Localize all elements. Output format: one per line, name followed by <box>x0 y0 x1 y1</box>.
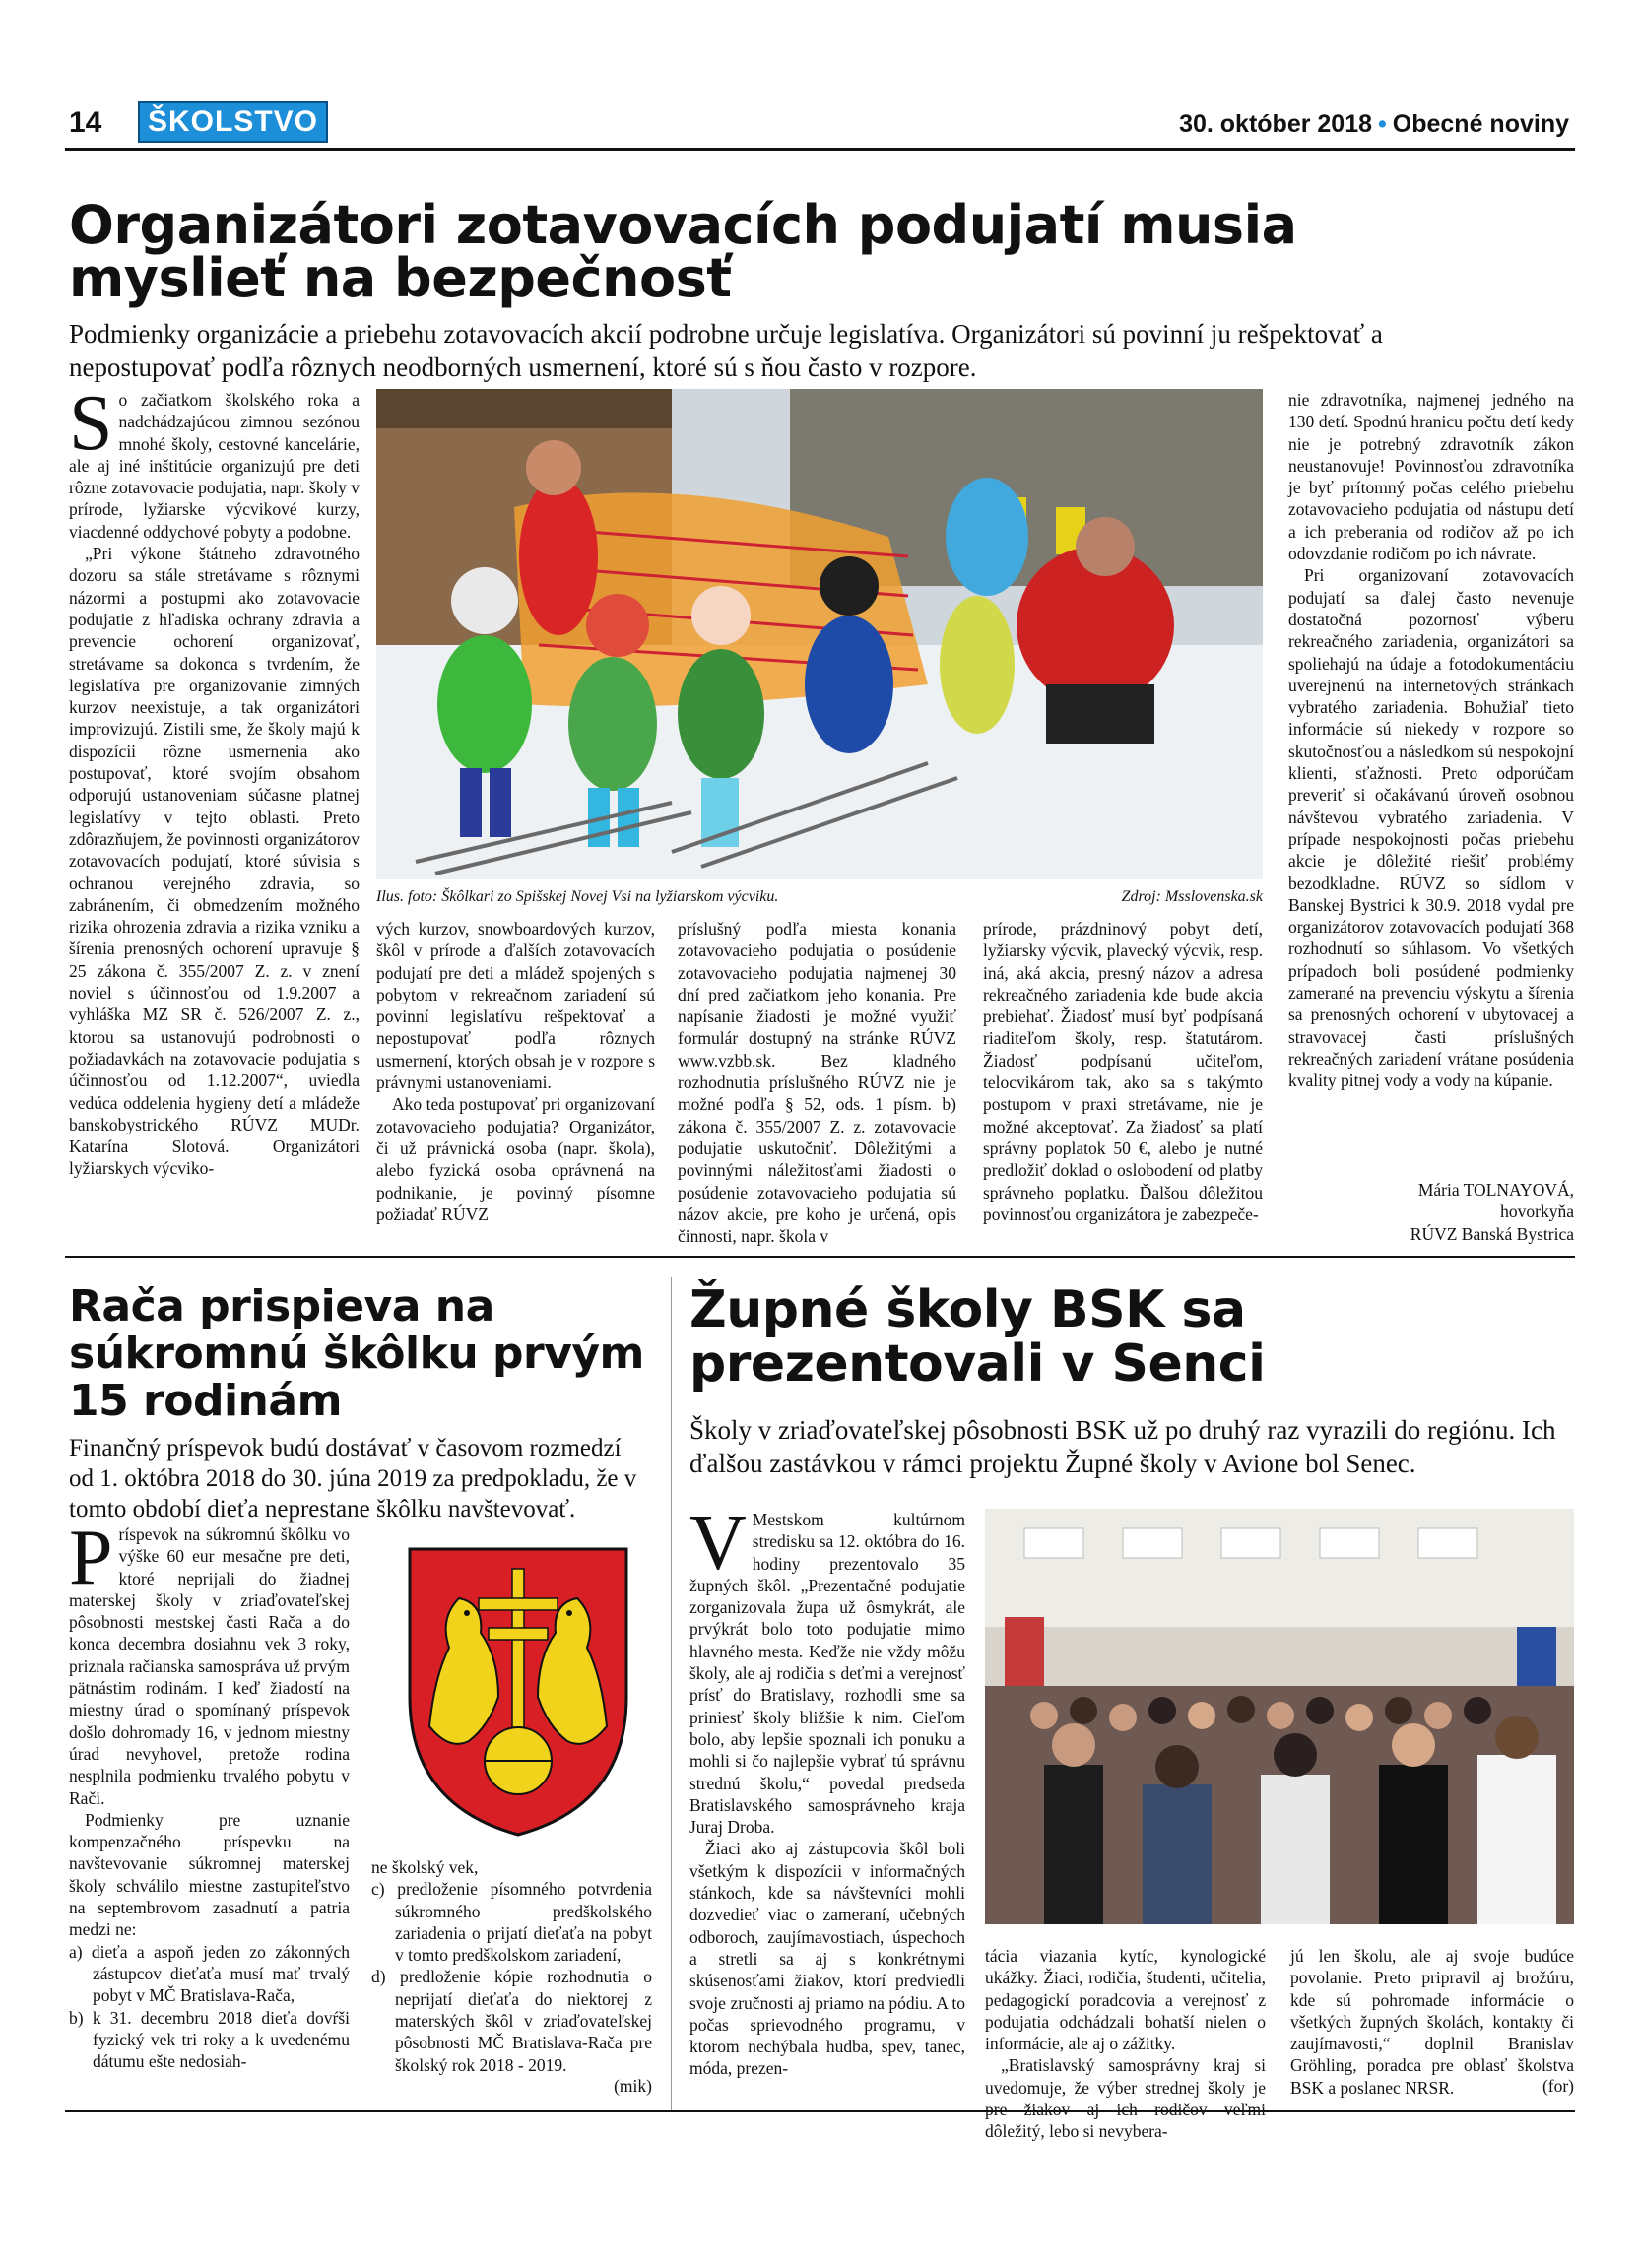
bullet-dot: • <box>1378 110 1387 138</box>
drop-cap: V <box>689 1500 747 1587</box>
article1-column-3 <box>678 918 956 1247</box>
article2-title: Rača prispieva na súkromnú škôlku prvým 15 rodinám <box>69 1281 644 1426</box>
article1-deck: Podmienky organizácie a priebehu zotavovacích akcií podrobne určuje legislatíva. Organizátori sú povinní ju rešpektovať a nepostupovať podľa rôznych neodborných usmernení, ktoré sú s ňou často v rozpore. <box>69 319 1383 382</box>
publication-name: Obecné noviny <box>1392 110 1569 138</box>
ski-training-photo <box>376 389 1263 879</box>
footer-rule <box>65 2110 1575 2112</box>
condition-b: b) k 31. decembru 2018 dieťa dovŕši fyzický vek tri roky a k uvedenému dátumu ešte nedosiah- <box>69 2007 350 2072</box>
article3-title: Župné školy BSK sa prezentovali v Senci <box>689 1280 1266 1393</box>
article1-col2-para2: Ako teda postupovať pri organizovaní zotavovacieho podujatia? Organizátor, či už právnická osoba (napr. škola), alebo fyzická osoba oprávnená na podnikanie, je povinný písomne požiadať RÚVZ <box>376 1094 655 1224</box>
school-fair-photo-art <box>985 1509 1574 1924</box>
article2-col2-cont: ne školský vek, <box>371 1857 479 1877</box>
article2-signature: (mik) <box>614 2076 652 2096</box>
signature-org: RÚVZ Banská Bystrica <box>1410 1223 1574 1244</box>
drop-cap: S <box>69 380 113 467</box>
article1-col5-para2: Pri organizovaní zotavovacích podujatí sa ďalej často nevenuje dostatočná pozornosť výberu rekreačného zariadenia, organizátori sa spoliehajú na údaje a fotodokumentáciu uverejnenú na internetových stránkach vybratého zariadenia. Bohužiaľ tieto informácie sú niekedy v rozpore so skutočnosťou a následkom sú nespokojní klienti, sťažnosti. Preto odporúčam preveriť si očakávanú úroveň osobnou návštevou vybratého zariadenia. V prípade nespokojnosti počas priebehu akcie je dôležité riešiť problémy bezodkladne. RÚVZ so sídlom v Banskej Bystrici k 30.9. 2018 vydal pre organizátorov zotavovacích podujatí 368 rozhodnutí so súhlasom. Vo všetkých prípadoch boli posúdené podmienky zamerané na prevenciu výskytu a šírenia sa prenosných ochorení v ubytovacej a stravovacej časti príslušných rekreačných zariadení vrátane posúdenia kvality pitnej vody a vody na kúpanie. <box>1288 565 1574 1091</box>
article1-column-4 <box>983 918 1263 1225</box>
article3-col3-para1: jú len školu, ale aj svoje budúce povolanie. Preto pripravil aj brožúru, kde sú pohromade informácie o všetkých župných školách, kontakty či zaujímavosti,“ doplnil Branislav Gröhling, poradca pre oblasť školstva BSK a poslanec NRSR. <box>1290 1946 1574 2098</box>
header-rule <box>65 148 1575 151</box>
article1-signature <box>1288 1179 1574 1245</box>
article1-col1-para2: „Pri výkone štátneho zdravotného dozoru sa stále stretávame s rôznymi názormi a postupmi ako zotavovacie podujatie z hľadiska ochrany zdravia a prevencie ochorení organizovať, stretávame sa dokonca s tvrdením, že legislatíva pre organizovanie zimných kurzov neexistuje, a tak organizátori improvizujú. Zistili sme, že školy majú k dispozícii rôzne usmernenia ako postupovať, ktoré svojím obsahom odporujú ustanoveniam súčasne platnej legislatívy v tejto oblasti. Preto zdôrazňujem, že povinnosti organizátorov zotavovacích podujatí, ktoré súvisia s ochranou verejného zdravia, so zabránením, či obmedzením možného rizika ohrozenia zdravia a rizika vzniku a šírenia prenosných ochorení upravuje § 25 zákona č. 355/2007 Z. z. v znení noviel s účinnosťou od 1.9.2007 a vyhláška MZ SR č. 526/2007 Z. z., ktorou sa ustanovujú podrobnosti o požiadavkách na zotavovacie podujatia s účinnosťou od 1.12.2007“, uviedla vedúca oddelenia hygieny detí a mládeže banskobystrického RÚVZ MUDr. Katarína Slotová. Organizátori lyžiarskych výcviko- <box>69 544 360 1179</box>
article2-col1-para1: ríspevok na súkromnú škôlku vo výške 60 eur mesačne pre deti, ktoré neprijali do žiadnej materskej školy v zriaďovateľskej pôsobnosti mestskej časti Rača a do konca decembra dosiahnu vek 3 roky, priznala račianska samospráva už prvým pätnástim rodinám. I keď žiadostí na miestny úrad o spomínaný príspevok došlo dohromady 16, v jednom miestny úrad nevyhovel, pretože rodina nesplnila podmienku trvalého pobytu v Rači. <box>69 1524 350 1808</box>
article3-col1-para2: Žiaci ako aj zástupcovia škôl boli všetkým k dispozícii v informačných stánkoch, kde sa návštevníci mohli dozvedieť viac o zameraní, učebných odboroch, zaujímavostiach, úspechoch a stretli sa aj s konkrétnymi skúsenosťami žiakov, ktorí predviedli svoje zručnosti aj priamo na pódiu. A to počas sprievodného programu, v ktorom nechýbala hudba, spev, tanec, móda, prezen- <box>689 1839 965 2079</box>
article3-column-1 <box>689 1500 965 2080</box>
condition-a: a) dieťa a aspoň jeden zo zákonných zástupcov dieťaťa musí mať trvalý pobyt v MČ Bratislava-Rača, <box>69 1941 350 2006</box>
photo-caption: Ilus. foto: Škôlkari zo Spišskej Novej Vsi na lyžiarskom výcviku. <box>376 888 779 905</box>
condition-d: d) predloženie kópie rozhodnutia o neprijatí dieťaťa do niektorej z materských škôl v zriaďovateľskej pôsobnosti MČ Bratislava-Rača pre školský rok 2018 - 2019. <box>371 1967 652 2075</box>
signature-role: hovorkyňa <box>1500 1201 1574 1222</box>
article1-column-5 <box>1288 389 1574 1092</box>
article2-column-2 <box>371 1856 652 2076</box>
article1-col5-para1: nie zdravotníka, najmenej jedného na 130 detí. Spodnú hranicu počtu detí kedy nie je potrebný zdravotník zákon neustanovuje! Povinnosťou zdravotníka je byť prítomný počas celého priebehu zotavovacieho podujatia od nástupu detí a ich preberania od rodičov až po ich odovzdanie rodičom po ich návrate. <box>1288 390 1574 564</box>
article1-column-2 <box>376 918 655 1225</box>
masthead-right <box>1179 110 1569 139</box>
raca-coat-of-arms <box>390 1529 646 1845</box>
page-number: 14 <box>69 106 102 139</box>
school-fair-photo <box>985 1509 1574 1924</box>
section-label: ŠKOLSTVO <box>138 101 328 143</box>
article3-col2-para2: „Bratislavský samosprávny kraj si uvedomuje, že výber strednej školy je dôležitý, lebo si nevybera- <box>985 2055 1266 2142</box>
article2-col1-para2: Podmienky pre uznanie kompenzačného príspevku na navštevovanie súkromnej materskej školy schválilo miestne zastupiteľstvo na septembrovom zasadnutí a patria medzi ne: <box>69 1809 350 1940</box>
article1-title: Organizátori zotavovacích podujatí musia myslieť na bezpečnosť <box>69 194 1297 309</box>
article2-column-1 <box>69 1515 350 2072</box>
article2-deck: Finančný príspevok budú dostávať v časovom rozmedzí od 1. októbra 2018 do 30. júna 2019 za predpokladu, že v tomto období dieťa neprestane škôlku navštevovať. <box>69 1435 637 1523</box>
article1-col2-para1: vých kurzov, snowboardových kurzov, škôl v prírode a ďalších zotavovacích podujatí pre deti a mládež spojených s pobytom v rekreačnom zariadení sú povinní legislatívu rešpektovať a nepostupovať podľa rôznych usmernení, ktorých obsah je v rozpore s právnymi ustanoveniami. <box>376 919 655 1093</box>
article3-column-2 <box>985 1945 1266 2143</box>
drop-cap: P <box>69 1515 113 1601</box>
ski-training-photo-art <box>376 389 1263 879</box>
photo-credit: Zdroj: Msslovenska.sk <box>1121 888 1263 905</box>
coat-of-arms-icon <box>390 1529 646 1845</box>
article3-deck: Školy v zriaďovateľskej pôsobnosti BSK už po druhý raz vyrazili do regiónu. Ich ďalšou zastávkou v rámci projektu Župné školy v Avione bol Senec. <box>689 1415 1556 1478</box>
section-divider <box>65 1256 1575 1258</box>
column-divider <box>671 1277 672 2110</box>
article3-col2-para1: tácia viazania kytíc, kynologické ukážky. Žiaci, rodičia, študenti, učitelia, pedagogickí poradcovia a verejnosť z podujatia odchádzali bohatší nielen o informácie, ale aj o zážitky. <box>985 1946 1266 2054</box>
article1-column-1 <box>69 380 360 1180</box>
article1-col3-para: príslušný podľa miesta konania zotavovacieho podujatia o posúdenie zotavovacieho podujatia najmenej 30 dní pred začiatkom jeho konania. Pre napísanie žiadosti je možné využiť formulár dostupný na stránke RÚVZ www.vzbb.sk. Bez kladného rozhodnutia príslušného RÚVZ nie je možné podľa § 52, ods. 1 písm. b) zákona č. 355/2007 Z. z. zotavovacie podujatie uskutočniť. Dôležitými a povinnými náležitosťami žiadosti o posúdenie zotavovacieho podujatia sú názov akcie, pre koho je určená, opis činnosti, napr. škola v <box>678 919 956 1247</box>
signature-name: Mária TOLNAYOVÁ, <box>1417 1180 1574 1199</box>
condition-c: c) predloženie písomného potvrdenia súkromného predškolského zariadenia o prijatí dieťaťa na pobyt v tomto predškolskom zariadení, <box>371 1879 652 1966</box>
article1-col1-para1: o začiatkom školského roka a nadchádzajúcou zimnou sezónou mnohé školy, cestovné kancelárie, ale aj iné inštitúcie organizujú pre deti rôzne zotavovacie podujatia, napr. školy v prírode, lyžiarske výcvikové kurzy, viacdenné oddychové pobyty a podobne. <box>69 390 360 542</box>
article3-signature: (for) <box>1542 2076 1574 2096</box>
article1-col4-para: prírode, prázdninový pobyt detí, lyžiarsky výcvik, plavecký výcvik, resp. iná, aká akcia, presný názov a adresa rekreačného zariadenia kde bude akcia prebiehať. Žiadosť musí byť podpísaná riaditeľom školy, resp. štatutárom. Žiadosť podpísanú učiteľom, telocvikárom tak, ako sa s takýmto postupom v praxi stretávame, nie je možné akceptovať. Za žiadosť sa platí správny poplatok 50 €, alebo je nutné predložiť doklad o oslobodení od platby správneho poplatku. Ďalšou dôležitou povinnosťou organizátora je zabezpeče- <box>983 919 1263 1224</box>
issue-date: 30. október 2018 <box>1179 110 1373 138</box>
article3-col1-para1: Mestskom kultúrnom stredisku sa 12. októbra do 16. hodiny prezentovalo 35 župných škôl. „Prezentačné podujatie zorganizovala župa už ôsmykrát, ale prvýkrát bolo toto podujatie mimo hlavného mesta. Keďže nie vždy môžu školy, ale aj rodičia s deťmi a verejnosť prísť do Bratislavy, rozhodli sme sa priniesť školy bližšie k nim. Cieľom bolo, aby lepšie spoznali ich ponuku a mohli si čo najlepšie vybrať tú správnu strednú školu,“ povedal predseda Bratislavského samosprávneho kraja Juraj Droba. <box>689 1510 965 1838</box>
